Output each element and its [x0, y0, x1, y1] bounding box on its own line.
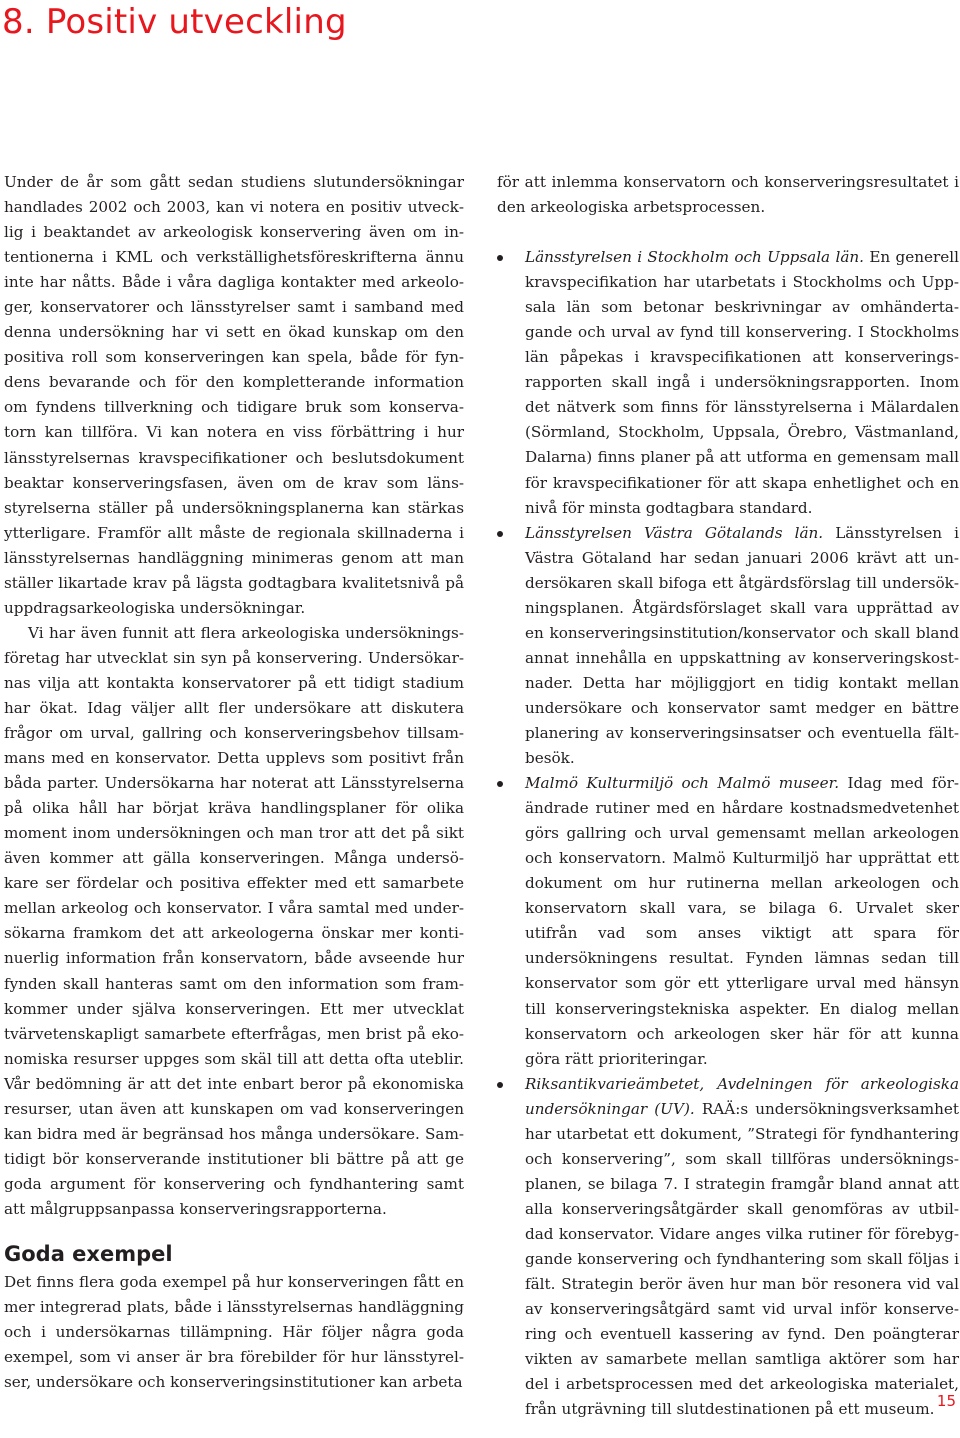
- list-item: [497, 521, 959, 771]
- list-item: [497, 245, 959, 521]
- item-lead: Länsstyrelsen i Stockholm och Uppsala län.: [525, 248, 864, 267]
- bullet-icon: [497, 531, 503, 537]
- body-paragraph: Under de år som gått sedan studiens slutundersökningar handlades 2002 och 2003, kan vi notera en positiv utvecklig i beaktandet av arkeologisk konservering även om intentionerna i KML och verkställighetsföreskrifterna ännu inte har nåtts. Både i våra dagliga kontakter med arkeologer, konservatorer och länsstyrelser samt i samband med denna undersökning har vi sett en ökad kunskap om den positiva roll som konserveringen kan spela, både för fyndens bevarande och för den kompletterande information om fyndens tillverkning och tidigare bruk som konservatorn kan tillföra. Vi kan notera en viss förbättring i hur länsstyrelsernas kravspecifikationer och beslutsdokument beaktar konserveringsfasen, även om de krav som länsstyrelserna ställer på undersökningsplanerna kan stärkas ytterligare. Framför allt måste de regionala skillnaderna i länsstyrelsernas handläggning minimeras genom att man ställer likartade krav på lägsta godtagbara kvalitetsnivå på uppdragsarkeologiska undersökningar.: [4, 173, 464, 617]
- item-text: RAÄ:s undersökningsverksamhet har utarbetat ett dokument, ”Strategi för fyndhantering och konservering”, som skall tillföras undersökningsplanen, se bilaga 7. I strategin framgår bland annat att alla konserveringsåtgärder skall genomföras av utbildad konservator. Vidare anges vilka rutiner för förebyggande konservering och fyndhantering som skall följas i fält. Strategin berör även hur man bör resonera vid val av konserveringsåtgärd samt vid urval inför konservering och eventuell kassering av fynd. Den poängterar vikten av samarbete mellan samtliga aktörer som har del i arbetsprocessen med det arkeologiska materialet, från utgrävning till slutdestinationen på ett museum.: [525, 1099, 959, 1419]
- chapter-title: 8. Positiv utveckling: [2, 2, 347, 42]
- list-item: [497, 1072, 959, 1423]
- item-lead: Riksantikvarieämbetet, Avdelningen för arkeologiska undersökningar (UV).: [525, 1074, 959, 1118]
- bullet-icon: [497, 1082, 503, 1088]
- right-column: [497, 170, 959, 1422]
- item-text: Idag med förändrade rutiner med en hårdare kostnadsmedvetenhet görs gallring och urval gemensamt mellan arkeologen och konservatorn. Malmö Kulturmiljö har upprättat ett dokument om hur rutinerna mellan arkeologen och konservatorn skall vara, se bilaga 6. Urvalet sker utifrån vad som anses viktigt att spara för undersökningens resultat. Fynden lämnas sedan till konservator som gör ett ytterligare urval med hänsyn till konserveringstekniska aspekter. En dialog mellan konservatorn och arkeologen sker här för att kunna göra rätt prioriteringar.: [525, 774, 959, 1068]
- section-heading: Goda exempel: [4, 1241, 173, 1266]
- left-column: [4, 170, 464, 1395]
- item-text: En generell kravspecifikation har utarbetats i Stockholms och Uppsala län som betonar beskrivningar av omhändertagande och urval av fynd till konservering. I Stockholms län påpekas i kravspecifikationen att konserveringsrapporten skall ingå i undersökningsrapporten. Inom det nätverk som finns för länsstyrelserna i Mälardalen (Sörmland, Stockholm, Uppsala, Örebro, Västmanland, Dalarna) finns planer på att utforma en gemensam mall för kravspecifikationer för att skapa enhetlighet och en nivå för minsta godtagbara standard.: [525, 248, 959, 517]
- example-list: [497, 245, 959, 1422]
- bullet-icon: [497, 255, 503, 261]
- section-paragraph: Det finns flera goda exempel på hur konserveringen fått en mer integrerad plats, både i länsstyrelsernas handläggning och i undersökarnas tillämpning. Här följer några goda exempel, som vi anser är bra förebilder för hur länsstyrelser, undersökare och konserveringsinstitutioner kan arbeta: [4, 1272, 464, 1392]
- item-lead: Malmö Kulturmiljö och Malmö museer.: [525, 774, 840, 793]
- body-paragraph: Vi har även funnit att flera arkeologiska undersökningsföretag har utvecklat sin syn på konservering. Undersökarnas vilja att kontakta konservatorer på ett tidigt stadium har ökat. Idag väljer allt fler undersökare att diskutera frågor om urval, gallring och konserveringsbehov tillsammans med en konservator. Detta upplevs som positivt från båda parter. Undersökarna har noterat att Länsstyrelserna på olika håll har börjat kräva handlingsplaner för olika moment inom undersökningen och man tror att det på sikt även kommer att gälla konserveringen. Många undersökare ser fördelar och positiva effekter med ett samarbete mellan arkeolog och konservator. I våra samtal med undersökarna framkom det att arkeologerna önskar mer kontinuerlig information från konservatorn, både avseende hur fynden skall hanteras samt om den information som framkommer under själva konserveringen. Ett mer utvecklat tvärvetenskapligt samarbete efterfrågas, men brist på ekonomiska resurser uppges som skäl till att detta ofta uteblir. Vår bedömning är att det inte enbart beror på ekonomiska resurser, utan även att kunskapen om vad konserveringen kan bidra med är begränsad hos många undersökare. Samtidigt bör konserverande institutioner bli bättre på att ge goda argument för konservering och fyndhantering samt att målgruppsanpassa konserveringsrapporterna.: [4, 623, 464, 1218]
- item-lead: Länsstyrelsen Västra Götalands län.: [525, 523, 824, 542]
- bullet-icon: [497, 781, 503, 787]
- page-number: 15: [936, 1392, 956, 1410]
- continued-paragraph: för att inlemma konservatorn och konserveringsresultatet i den arkeologiska arbetsprocessen.: [497, 173, 959, 217]
- list-item: [497, 771, 959, 1072]
- item-text: Länsstyrelsen i Västra Götaland har sedan januari 2006 krävt att undersökaren skall bifoga ett åtgärdsförslag till undersökningsplanen. Åtgärdsförslaget skall vara upprättad av en konserveringsinstitution/konservator och skall bland annat innehålla en uppskattning av konserveringskostnader. Detta har möjliggjort en tidig kontakt mellan undersökare och konservator samt medger en bättre planering av konserveringsinsatser och eventuella fältbesök.: [525, 523, 959, 768]
